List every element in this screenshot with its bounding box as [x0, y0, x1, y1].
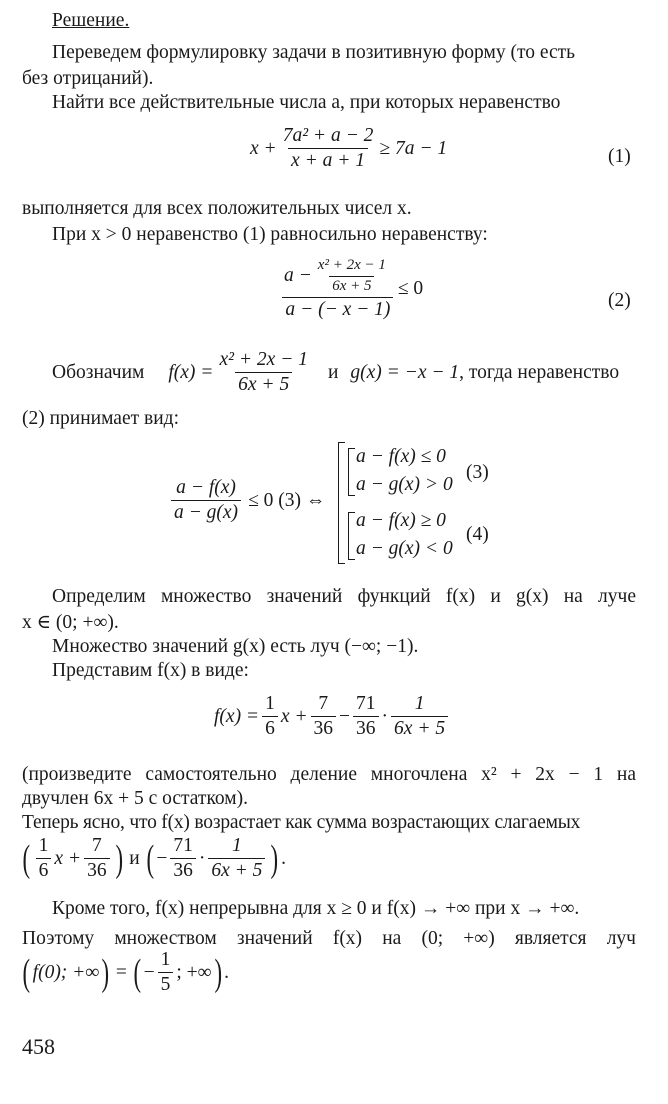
paragraph-g-range: Множество значений g(x) есть луч (−∞; −1).	[52, 636, 419, 657]
system-row-1: a − f(x) ≤ 0	[356, 446, 446, 467]
eq1-lhs: x +	[250, 137, 277, 159]
system-bracket-3	[348, 448, 355, 496]
equation-final-interval: ( f(0); +∞ ) = ( − $\frac{1}{5}$ ; +∞ ) .	[22, 949, 230, 996]
eq1-fraction	[280, 126, 377, 172]
equation-f-decomposition: f(x) = $\frac{1}{6}$ x + $\frac{7}{36}$ − $\frac{71}{36}$ · $\frac{1}{6x + 5}$	[214, 694, 451, 740]
eq2-numerator: a − $\frac{\text{x² + 2x − 1}}{6x + 5}$	[281, 258, 395, 297]
equation-2	[278, 258, 423, 320]
paragraph-find: Найти все действительные числа a, при которых неравенство	[52, 92, 561, 113]
eq1-rhs: ≥ 7a − 1	[379, 137, 448, 159]
paragraph-range-def-2: x ∈ (0; +∞).	[22, 612, 119, 633]
solution-header: Решение.	[52, 10, 130, 31]
paragraph-positive: выполняется для всех положительных чисел x.	[22, 198, 412, 219]
paragraph-takes-form: (2) принимает вид:	[22, 408, 179, 429]
page-number: 458	[22, 1034, 55, 1059]
eq1-numerator: 7a² + a − 2	[282, 125, 374, 146]
paragraph-range-def: Определим множество значений функций f(x) и g(x) на луче	[52, 586, 636, 607]
eq1-label: (1)	[608, 146, 631, 167]
paragraph-increasing: Теперь ясно, что f(x) возрастает как сумма возрастающих слагаемых	[22, 812, 581, 833]
eq2-inner-numerator: x² + 2x − 1	[317, 257, 386, 273]
eq2-fraction	[281, 258, 395, 320]
system-label-3: (3)	[466, 462, 489, 483]
paragraph-division: (произведите самостоятельно деление многочлена x² + 2x − 1 на	[22, 764, 636, 785]
system-bracket-4	[348, 512, 355, 560]
system-row-2: a − g(x) > 0	[356, 474, 453, 495]
system-row-4: a − g(x) < 0	[356, 538, 453, 559]
eq2-label: (2)	[608, 290, 631, 311]
paragraph-define: Обозначим f(x) = $\frac{\text{x² + 2x − 1}}{6x + 5}$ и g(x) = −x − 1 , тогда неравенство	[52, 349, 620, 396]
eq2-rhs: ≤ 0	[397, 277, 424, 299]
equation-1	[250, 126, 447, 172]
paragraph-reformulate: Переведем формулировку задачи в позитивную форму (то есть без отрицаний).	[22, 42, 576, 89]
paragraph-equivalent: При x > 0 неравенство (1) равносильно неравенству:	[52, 224, 488, 245]
equation-terms: ( $\frac{1}{6}$ x + $\frac{7}{36}$ ) и ( − $\frac{71}{36}$ · $\frac{1}{6x + 5}$ ) .	[22, 835, 286, 882]
f-definition-fraction: $\frac{\text{x² + 2x − 1}}{6x + 5}$	[219, 349, 308, 396]
eq1-denominator: x + a + 1	[288, 148, 368, 171]
eq2-inner-denominator: 6x + 5	[329, 276, 374, 295]
system-row-3: a − f(x) ≥ 0	[356, 510, 446, 531]
paragraph-division-2: двучлен 6x + 5 с остатком).	[22, 788, 249, 809]
system-left: $\frac{a - f(x)}{a - g(x)}$ ≤ 0 (3) ⇔	[168, 478, 325, 524]
system-fraction: $\frac{a - f(x)}{a - g(x)}$	[171, 478, 241, 524]
eq2-denominator: a − (− x − 1)	[282, 297, 393, 320]
paragraph-represent: Представим f(x) в виде:	[52, 660, 249, 681]
paragraph-continuous: Кроме того, f(x) непрерывна для x ≥ 0 и f(x) → +∞ при x → +∞.	[52, 898, 580, 919]
system-label-4: (4)	[466, 524, 489, 545]
system-outer-bracket	[338, 442, 345, 564]
paragraph-therefore: Поэтому множеством значений f(x) на (0; +∞) является луч	[22, 928, 636, 949]
